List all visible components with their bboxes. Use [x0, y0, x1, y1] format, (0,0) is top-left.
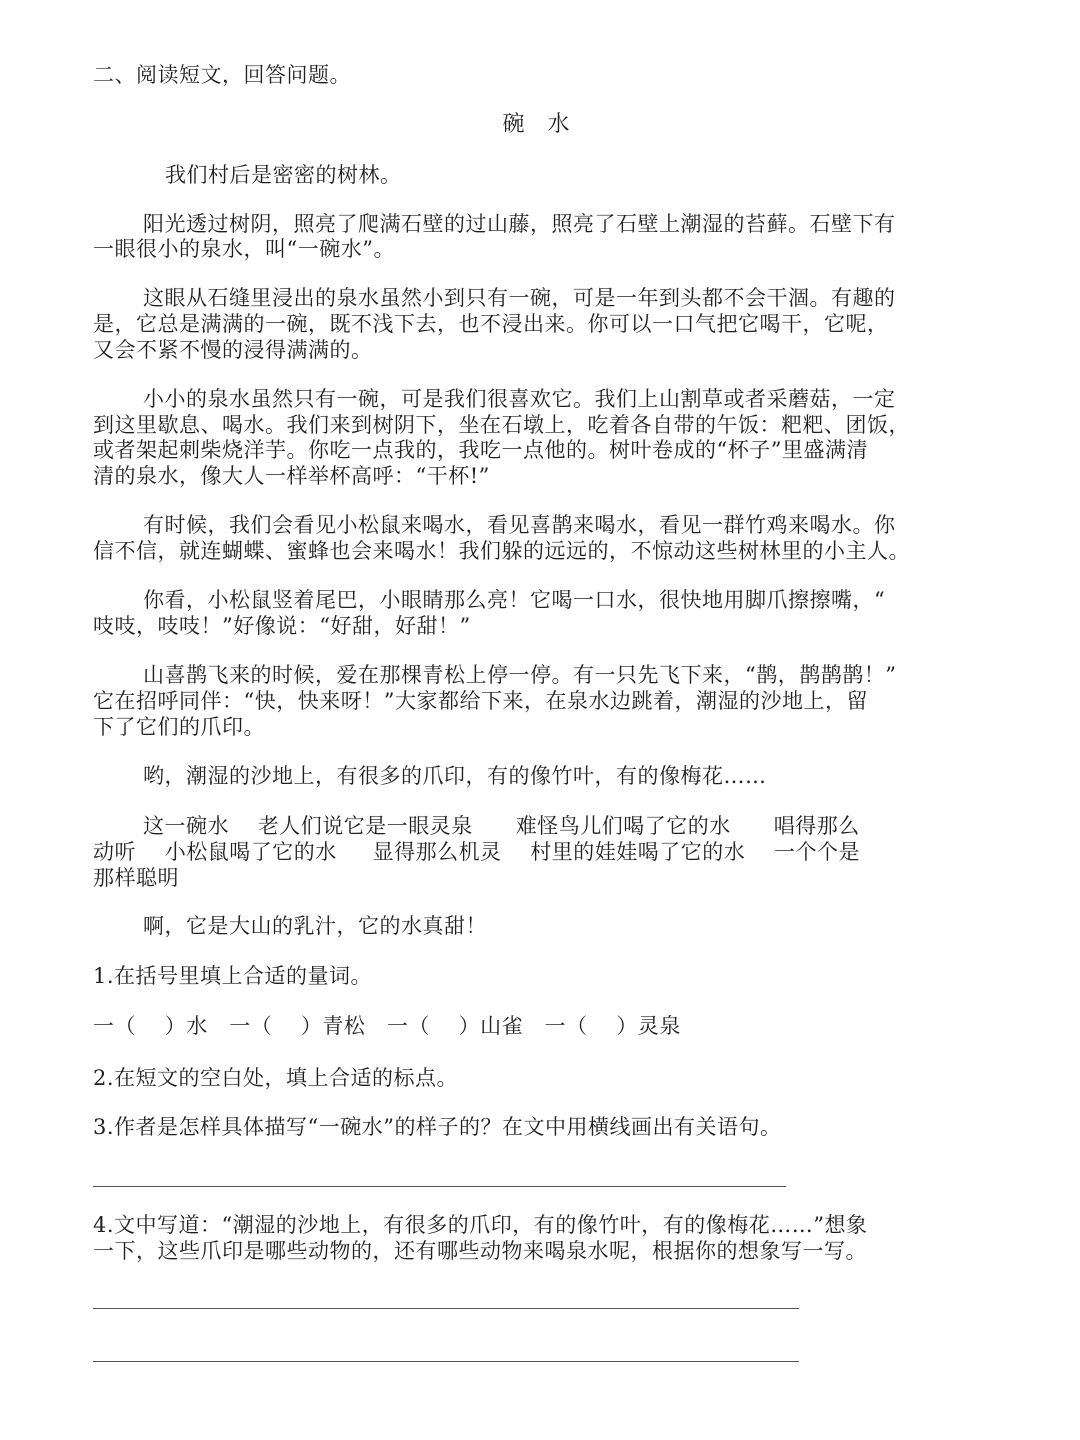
paragraph-4-line-2: 到这里歇息、喝水。我们来到树阴下，坐在石墩上，吃着各自带的午饭：粑粑、团饭， [93, 413, 910, 437]
paragraph-4-line-3: 或者架起刺柴烧洋芋。你吃一点我的，我吃一点他的。树叶卷成的“杯子”里盛满清 [93, 438, 868, 462]
paragraph-7-line-3: 下了它们的爪印。 [93, 715, 265, 739]
paragraph-4-line-1: 小小的泉水虽然只有一碗，可是我们很喜欢它。我们上山割草或者采蘑菇，一定 [143, 387, 896, 411]
paragraph-3-line-1: 这眼从石缝里浸出的泉水虽然小到只有一碗，可是一年到头都不会干涸。有趣的 [143, 286, 896, 310]
paragraph-2-line-1: 阳光透过树阴，照亮了爬满石壁的过山藤，照亮了石壁上潮湿的苔藓。石壁下有 [143, 212, 896, 236]
paragraph-7-line-1: 山喜鹊飞来的时候，爱在那棵青松上停一停。有一只先飞下来，“鹊，鹊鹊鹊！” [143, 663, 897, 687]
paragraph-6-line-2: 吱吱，吱吱！”好像说：“好甜，好甜！” [93, 614, 471, 638]
paragraph-6-line-1: 你看，小松鼠竖着尾巴，小眼睛那么亮！它喝一口水，很快地用脚爪擦擦嘴，“ [143, 588, 886, 612]
paragraph-4-line-4: 清的泉水，像大人一样举杯高呼：“干杯!” [93, 464, 490, 488]
paragraph-9-line-3: 那样聪明 [93, 866, 179, 890]
answer-line-q4-1[interactable] [93, 1308, 799, 1309]
paragraph-7-line-2: 它在招呼同伴：“快，快来呀！”大家都给下来，在泉水边跳着，潮湿的沙地上，留 [93, 689, 868, 713]
paragraph-5-line-2: 信不信，就连蝴蝶、蜜蜂也会来喝水！我们躲的远远的，不惊动这些树林里的小主人。 [93, 539, 910, 563]
question-1-blanks[interactable]: 一（ ）水 一（ ）青松 一（ ）山雀 一（ ）灵泉 [93, 1014, 681, 1038]
paragraph-8: 哟，潮湿的沙地上，有很多的爪印，有的像竹叶，有的像梅花…… [143, 764, 767, 788]
paragraph-5-line-1: 有时候，我们会看见小松鼠来喝水，看见喜鹊来喝水，看见一群竹鸡来喝水。你 [143, 513, 896, 537]
paragraph-10: 啊，它是大山的乳汁，它的水真甜！ [143, 914, 487, 938]
paragraph-3-line-2: 是，它总是满满的一碗，既不浅下去，也不浸出来。你可以一口气把它喝干，它呢， [93, 312, 889, 336]
question-2: 2.在短文的空白处，填上合适的标点。 [93, 1066, 459, 1090]
answer-line-q3[interactable] [93, 1186, 786, 1187]
paragraph-1: 我们村后是密密的树林。 [165, 163, 402, 187]
question-1: 1.在括号里填上合适的量词。 [93, 964, 373, 988]
question-4-line-1: 4.文中写道：“潮湿的沙地上，有很多的爪印，有的像竹叶，有的像梅花……”想象 [93, 1213, 868, 1237]
section-heading: 二、阅读短文，回答问题。 [93, 63, 351, 87]
question-3: 3.作者是怎样具体描写“一碗水”的样子的？在文中用横线画出有关语句。 [93, 1115, 782, 1139]
paragraph-9-line-1: 这一碗水 老人们说它是一眼灵泉 难怪鸟儿们喝了它的水 唱得那么 [143, 814, 860, 838]
paragraph-3-line-3: 又会不紧不慢的浸得满满的。 [93, 338, 373, 362]
answer-line-q4-2[interactable] [93, 1361, 799, 1362]
passage-title: 碗 水 [502, 112, 578, 137]
paragraph-2-line-2: 一眼很小的泉水，叫“一碗水”。 [93, 237, 395, 261]
question-4-line-2: 一下，这些爪印是哪些动物的，还有哪些动物来喝泉水呢，根据你的想象写一写。 [93, 1239, 867, 1263]
paragraph-9-line-2: 动听 小松鼠喝了它的水 显得那么机灵 村里的娃娃喝了它的水 一个个是 [93, 840, 860, 864]
